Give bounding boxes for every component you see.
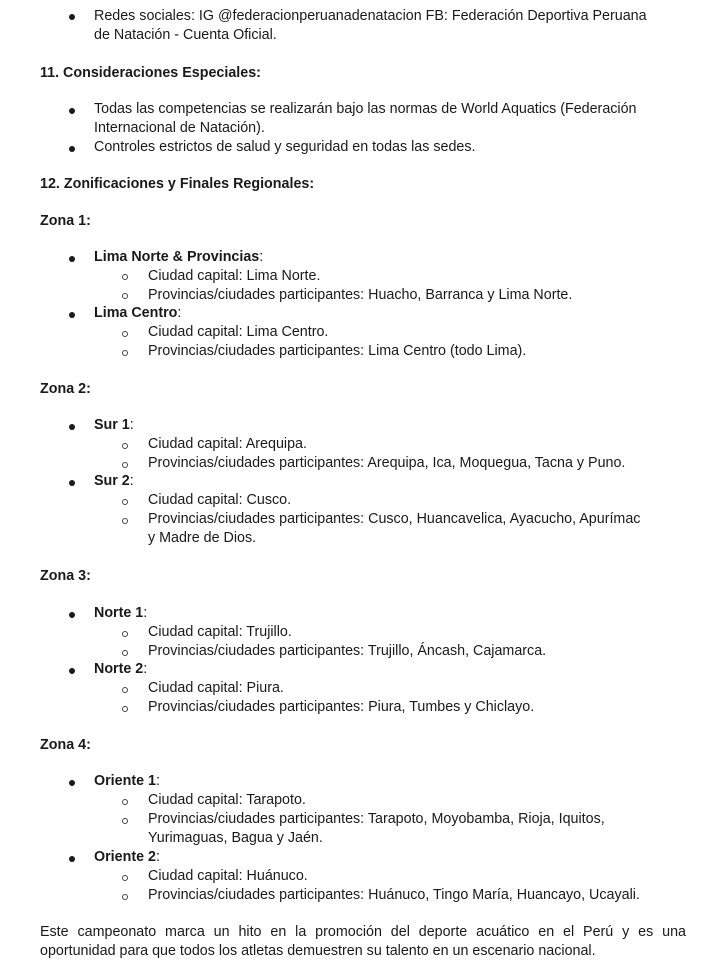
region-capital: Ciudad capital: Huánuco. [148, 868, 308, 884]
region-participants-cont: y Madre de Dios. [148, 530, 257, 546]
colon: : [177, 305, 182, 321]
circle-bullet-icon [122, 650, 128, 656]
region-capital: Ciudad capital: Lima Norte. [148, 268, 321, 284]
region-participants: Provincias/ciudades participantes: Tarapoto, Moyobamba, Rioja, Iquitos, [148, 811, 605, 827]
colon: : [129, 473, 134, 489]
region-name: Lima Centro [94, 305, 178, 321]
circle-bullet-icon [122, 499, 128, 505]
colon: : [155, 773, 160, 789]
region-capital: Ciudad capital: Arequipa. [148, 436, 307, 452]
circle-bullet-icon [122, 875, 128, 881]
bullet-icon [69, 256, 75, 262]
colon: : [129, 417, 134, 433]
region-capital: Ciudad capital: Piura. [148, 680, 284, 696]
region-capital: Ciudad capital: Tarapoto. [148, 792, 306, 808]
zone-4-title: Zona 4: [40, 737, 91, 753]
circle-bullet-icon [122, 518, 128, 524]
bullet-icon [69, 312, 75, 318]
consideration-item-2: Controles estrictos de salud y seguridad en todas las sedes. [94, 139, 476, 155]
bullet-icon [69, 780, 75, 786]
circle-bullet-icon [122, 331, 128, 337]
region-participants: Provincias/ciudades participantes: Huánuco, Tingo María, Huancayo, Ucayali. [148, 887, 640, 903]
region-oriente-2 [94, 848, 160, 867]
bullet-icon [69, 424, 75, 430]
region-norte-1 [94, 604, 147, 623]
circle-bullet-icon [122, 687, 128, 693]
region-capital: Ciudad capital: Cusco. [148, 492, 292, 508]
circle-bullet-icon [122, 350, 128, 356]
bullet-icon [69, 480, 75, 486]
social-media-line-1: Redes sociales: IG @federacionperuanadenatacion FB: Federación Deportiva Peruana [94, 8, 647, 24]
colon: : [143, 661, 148, 677]
region-name: Norte 2 [94, 661, 144, 677]
region-lima-centro [94, 304, 181, 323]
region-name: Oriente 1 [94, 773, 156, 789]
bullet-icon [69, 668, 75, 674]
region-name: Sur 2 [94, 473, 130, 489]
zone-2-title: Zona 2: [40, 381, 91, 397]
zone-1-title: Zona 1: [40, 213, 91, 229]
closing-line-2: oportunidad para que todos los atletas demuestren su talento en un escenario nacional. [40, 943, 596, 959]
circle-bullet-icon [122, 462, 128, 468]
region-capital: Ciudad capital: Lima Centro. [148, 324, 329, 340]
region-name: Oriente 2 [94, 849, 156, 865]
region-oriente-1 [94, 772, 160, 791]
region-name: Sur 1 [94, 417, 130, 433]
colon: : [259, 249, 264, 265]
region-name: Norte 1 [94, 605, 144, 621]
circle-bullet-icon [122, 631, 128, 637]
region-participants: Provincias/ciudades participantes: Cusco, Huancavelica, Ayacucho, Apurímac [148, 511, 641, 527]
circle-bullet-icon [122, 293, 128, 299]
colon: : [155, 849, 160, 865]
section-11-heading: 11. Consideraciones Especiales: [40, 65, 261, 81]
circle-bullet-icon [122, 706, 128, 712]
region-capital: Ciudad capital: Trujillo. [148, 624, 292, 640]
circle-bullet-icon [122, 799, 128, 805]
section-12-heading: 12. Zonificaciones y Finales Regionales: [40, 176, 315, 192]
region-participants: Provincias/ciudades participantes: Trujillo, Áncash, Cajamarca. [148, 643, 547, 659]
region-participants-cont: Yurimaguas, Bagua y Jaén. [148, 830, 323, 846]
region-name: Lima Norte & Provincias [94, 249, 260, 265]
colon: : [143, 605, 148, 621]
consideration-item-1-line-1: Todas las competencias se realizarán bajo las normas de World Aquatics (Federación [94, 101, 637, 117]
circle-bullet-icon [122, 443, 128, 449]
social-media-line-2: de Natación - Cuenta Oficial. [94, 27, 277, 43]
bullet-icon [69, 108, 75, 114]
region-lima-norte [94, 248, 263, 267]
region-norte-2 [94, 660, 147, 679]
circle-bullet-icon [122, 818, 128, 824]
bullet-icon [69, 856, 75, 862]
bullet-icon [69, 14, 75, 20]
region-participants: Provincias/ciudades participantes: Piura, Tumbes y Chiclayo. [148, 699, 535, 715]
bullet-icon [69, 612, 75, 618]
region-participants: Provincias/ciudades participantes: Arequipa, Ica, Moquegua, Tacna y Puno. [148, 455, 626, 471]
circle-bullet-icon [122, 274, 128, 280]
region-sur-2 [94, 472, 134, 491]
region-sur-1 [94, 416, 134, 435]
consideration-item-1-line-2: Internacional de Natación). [94, 120, 265, 136]
zone-3-title: Zona 3: [40, 568, 91, 584]
bullet-icon [69, 146, 75, 152]
region-participants: Provincias/ciudades participantes: Lima Centro (todo Lima). [148, 343, 527, 359]
circle-bullet-icon [122, 894, 128, 900]
closing-line-1: Este campeonato marca un hito en la promoción del deporte acuático en el Perú y es una [40, 924, 686, 940]
region-participants: Provincias/ciudades participantes: Huacho, Barranca y Lima Norte. [148, 287, 573, 303]
